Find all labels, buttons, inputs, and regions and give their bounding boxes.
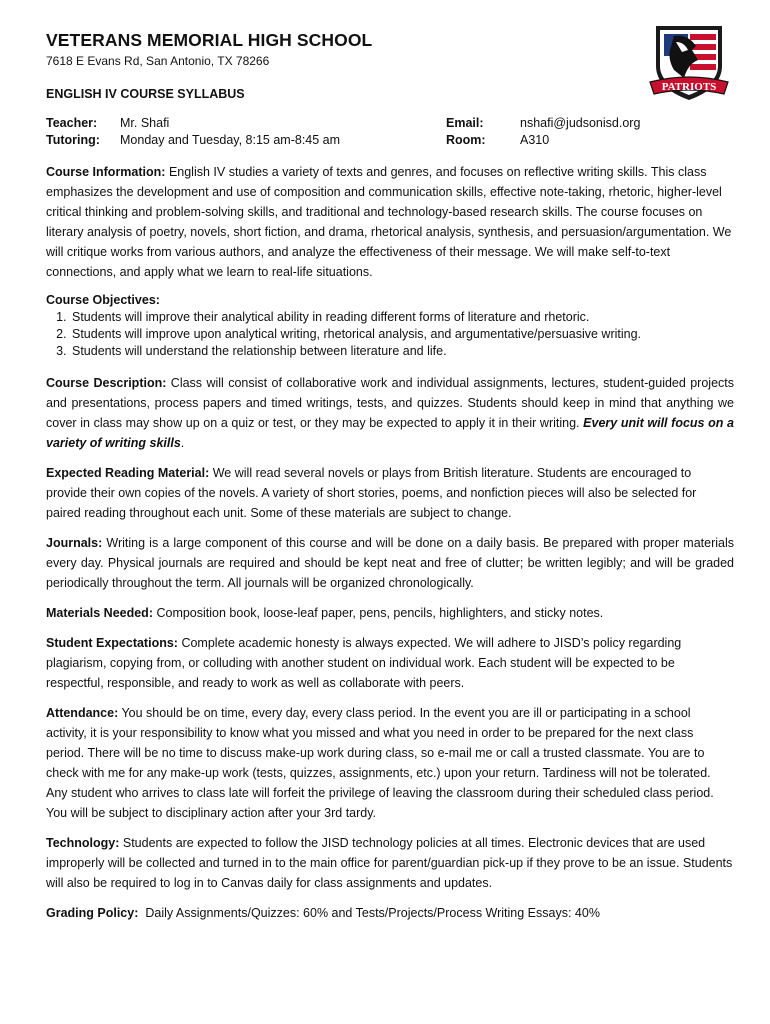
course-description-text: Class will consist of collaborative work and individual assignments, lectures, student-guided projects and presentations, process papers and timed writings, tests, and quizzes. Students should keep in mind that anything we cover in class may show up on a quiz or test, or they may be expected to apply it in their writing. (46, 376, 734, 430)
course-description-section (46, 373, 734, 453)
list-item: 2. Students will improve upon analytical writing, rhetorical analysis, and argumentative/persuasive writing. (70, 326, 734, 343)
materials-section (46, 603, 734, 623)
materials-text: Composition book, loose-leaf paper, pens, pencils, highlighters, and sticky notes. (156, 606, 604, 620)
student-expectations-section (46, 633, 734, 693)
attendance-section (46, 703, 734, 823)
course-information-heading: Course Information: (46, 165, 166, 179)
teacher-info (46, 116, 734, 150)
technology-text: Students are expected to follow the JISD technology policies at all times. Electronic devices that are used improperly will be collected and turned in to the main office for parent/guardian pick-up if they prove to be an issue. Students will also be required to log in to Canvas daily for class assignments and updates. (46, 836, 733, 890)
course-objectives-heading: Course Objectives: (46, 293, 160, 307)
syllabus-page (46, 30, 734, 923)
student-expectations-heading: Student Expectations: (46, 636, 178, 650)
course-objectives-section (46, 292, 734, 360)
tutoring-value: Monday and Tuesday, 8:15 am-8:45 am (120, 133, 341, 147)
reading-material-heading: Expected Reading Material: (46, 466, 210, 480)
course-description-heading: Course Description: (46, 376, 167, 390)
grading-policy-text: Daily Assignments/Quizzes: 60% and Tests/Projects/Process Writing Essays: 40% (145, 906, 600, 920)
tutoring-label: Tutoring: (46, 133, 100, 147)
attendance-text: You should be on time, every day, every class period. In the event you are ill or participating in a school activity, it is your responsibility to know what you missed and what you need in order to be prepared for the next class period. There will be no time to discuss make-up work during class, so e-mail me or call a trusted classmate. You are to check with me for any make-up work (tests, quizzes, assignments, etc.) upon your return. Tardiness will not be tolerated. Any student who arrives to class late will forfeit the privilege of leaving the classroom during their scheduled class period. You will be subject to disciplinary action after your 3rd tardy. (46, 706, 714, 820)
course-information-section (46, 162, 734, 282)
room-value: A310 (520, 133, 550, 147)
journals-section (46, 533, 734, 593)
email-value[interactable]: nshafi@judsonisd.org (520, 116, 641, 130)
teacher-value: Mr. Shafi (120, 116, 170, 130)
room-label: Room: (446, 133, 486, 147)
course-title: ENGLISH IV COURSE SYLLABUS (46, 87, 245, 101)
grading-policy-heading: Grading Policy: (46, 906, 139, 920)
reading-material-text: We will read several novels or plays from British literature. Students are encouraged to provide their own copies of the novels. A variety of short stories, poems, and nonfiction pieces will also be selected for paired reading throughout each unit. Some of these materials are subject to change. (46, 466, 697, 520)
reading-material-section (46, 463, 734, 523)
school-name: VETERANS MEMORIAL HIGH SCHOOL (46, 30, 373, 50)
journals-text: Writing is a large component of this course and will be done on a daily basis. Be prepared with proper materials every day. Physical journals are required and should be kept neat and free of clutter; be written legibly; and will be graded periodically throughout the term. All journals will be organized chronologically. (46, 536, 734, 590)
course-description-emphasis: Every unit will focus on a variety of writing skills (46, 416, 734, 450)
logo-text: PATRIOTS (661, 81, 717, 93)
technology-heading: Technology: (46, 836, 120, 850)
course-information-text: English IV studies a variety of texts and genres, and focuses on reflective writing skills. This class emphasizes the development and use of composition and communication skills, effective note-taking, rhetoric, higher-level critical thinking and problem-solving skills, and traditional and technology-based research skills. The course focuses on literary analysis of poetry, novels, short fiction, and drama, rhetorical analysis, synthesis, and persuasion/argumentation. We will critique works from various authors, and analyze the effectiveness of their message. We will make self-to-text connections, and apply what we learn to real-life situations. (46, 165, 732, 279)
list-item: 1. Students will improve their analytical ability in reading different forms of literature and rhetoric. (70, 309, 734, 326)
school-address: 7618 E Evans Rd, San Antonio, TX 78266 (46, 54, 270, 68)
course-description-end: . (180, 436, 185, 450)
objectives-list (46, 309, 734, 360)
journals-heading: Journals: (46, 536, 103, 550)
technology-section (46, 833, 734, 893)
attendance-heading: Attendance: (46, 706, 119, 720)
list-item: 3. Students will understand the relationship between literature and life. (70, 343, 734, 360)
student-expectations-text: Complete academic honesty is always expected. We will adhere to JISD’s policy regarding plagiarism, copying from, or colluding with another student on individual work. Each student will be expected to be respectful, responsible, and ready to work as well as collaborate with peers. (46, 636, 682, 690)
grading-policy-section (46, 903, 734, 923)
materials-heading: Materials Needed: (46, 606, 153, 620)
email-label: Email: (446, 116, 484, 130)
teacher-label: Teacher: (46, 116, 98, 130)
